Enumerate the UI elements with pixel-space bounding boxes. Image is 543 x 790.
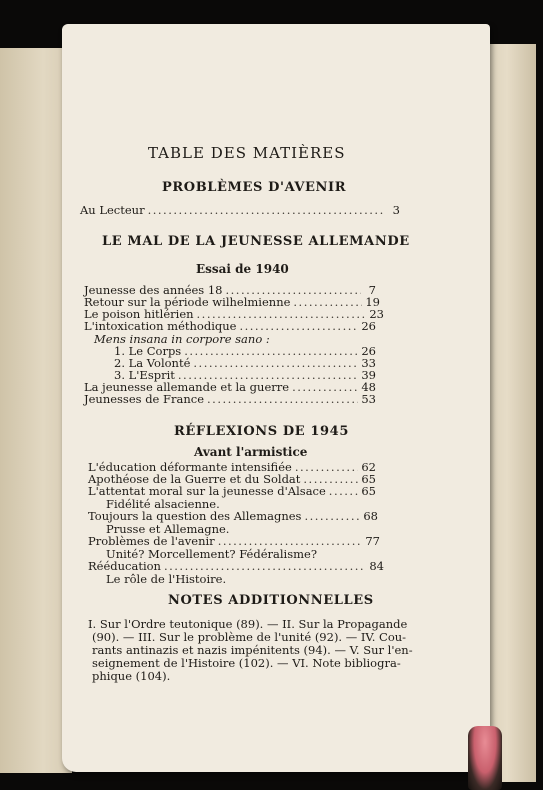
toc-entry: Le poison hitlérien ..... 23 xyxy=(84,309,384,321)
toc-entry: 1. Le Corps ..... 26 xyxy=(114,346,376,358)
toc-entry: 2. La Volonté ..... 33 xyxy=(114,358,376,370)
notes-line: phique (104). xyxy=(92,669,171,683)
toc-entry: Jeunesses de France ..... 53 xyxy=(84,394,376,406)
toc-entry: Jeunesse des années 18 ..... 7 xyxy=(84,285,376,297)
toc-entry xyxy=(80,205,400,217)
toc-subentry: Le rôle de l'Histoire. xyxy=(106,572,227,586)
notes-line: rants antinazis et nazis impénitents (94). — V. Sur l'en- xyxy=(92,643,413,657)
section-heading-mal-jeunesse: LE MAL DE LA JEUNESSE ALLEMANDE xyxy=(102,234,410,249)
notes-line: I. Sur l'Ordre teutonique (89). — II. Sur la Propagande xyxy=(88,617,408,631)
toc-entry: L'intoxication méthodique ..... 26 xyxy=(84,321,376,333)
toc-entry: Problèmes de l'avenir ..... 77 xyxy=(88,536,380,548)
section-heading-problemes: PROBLÈMES D'AVENIR xyxy=(162,180,347,195)
toc-entry: Apothéose de la Guerre et du Soldat ..... 65 xyxy=(88,474,376,486)
toc-subentry: Prusse et Allemagne. xyxy=(106,522,230,536)
toc-entry: Toujours la question des Allemagnes ..... 68 xyxy=(88,511,378,523)
toc-subentry: Fidélité alsacienne. xyxy=(106,497,220,511)
toc-entry: L'éducation déformante intensifiée ..... 62 xyxy=(88,462,376,474)
section-subheading-essai: Essai de 1940 xyxy=(196,262,289,276)
toc-subentry: Unité? Morcellement? Fédéralisme? xyxy=(106,547,317,561)
toc-entry: Rééducation ..... 84 xyxy=(88,561,384,573)
toc-entry: Retour sur la période wilhelmienne ..... 19 xyxy=(84,297,380,309)
toc-entry-page: 3 xyxy=(392,203,400,217)
toc-entry: L'attentat moral sur la jeunesse d'Alsace ..... 65 xyxy=(88,486,376,498)
page-title: TABLE DES MATIÈRES xyxy=(148,144,346,162)
toc-subtitle-mens-insana: Mens insana in corpore sano : xyxy=(94,332,270,346)
toc-entry-label: Au Lecteur xyxy=(80,203,145,217)
section-subheading-armistice: Avant l'armistice xyxy=(194,445,308,459)
notes-line: seignement de l'Histoire (102). — VI. Note bibliogra- xyxy=(92,656,401,670)
section-heading-notes: NOTES ADDITIONNELLES xyxy=(168,593,374,608)
toc-entry: La jeunesse allemande et la guerre ..... 48 xyxy=(84,382,376,394)
notes-line: (90). — III. Sur le problème de l'unité (92). — IV. Cou- xyxy=(92,630,407,644)
toc-entry: 3. L'Esprit ..... 39 xyxy=(114,370,376,382)
pencil-eraser xyxy=(468,726,502,790)
section-heading-reflexions: RÉFLEXIONS DE 1945 xyxy=(174,424,349,439)
